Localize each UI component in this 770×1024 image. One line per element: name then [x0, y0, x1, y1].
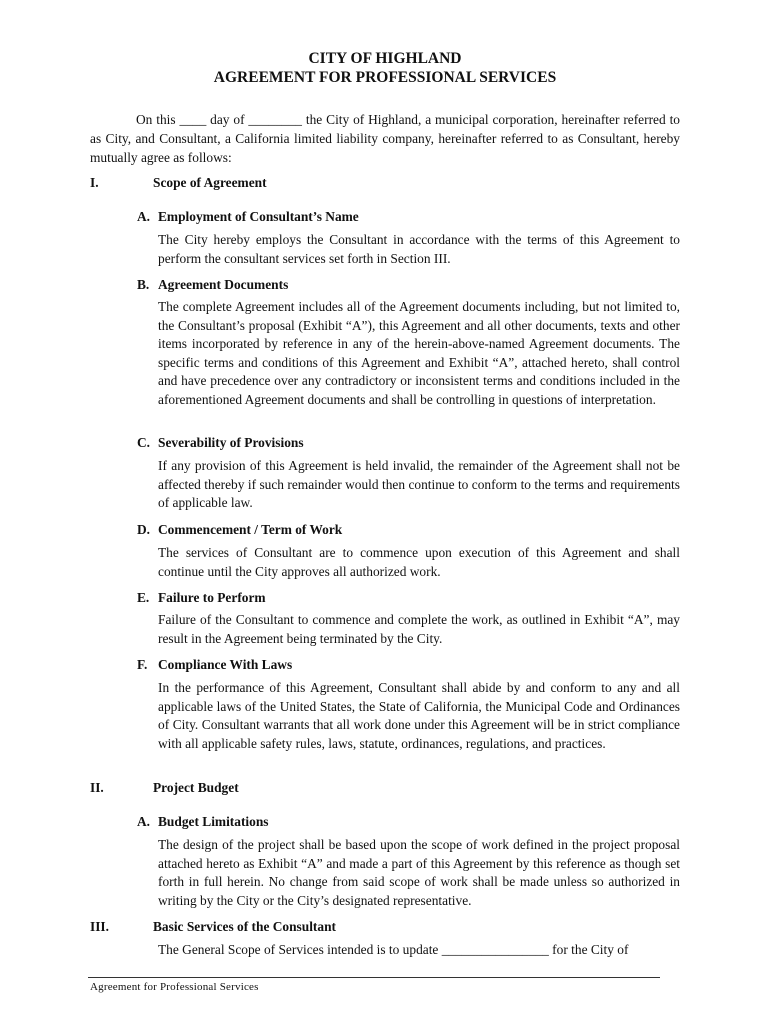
subsection-heading-i-e — [137, 588, 266, 607]
section-title: Project Budget — [153, 780, 239, 795]
subsection-title: Severability of Provisions — [158, 435, 304, 450]
subsection-title: Agreement Documents — [158, 277, 289, 292]
subsection-letter: D. — [137, 522, 151, 537]
subsection-text-i-a: The City hereby employs the Consultant in accordance with the terms of this Agreement to perform the consultant services set forth in Section III. — [158, 232, 680, 266]
subsection-text-i-c: If any provision of this Agreement is held invalid, the remainder of the Agreement shall not be affected thereby if such remainder would then continue to conform to the terms and requirements of applicable law. — [158, 458, 680, 510]
subsection-heading-ii-a — [137, 812, 269, 831]
subsection-title: Budget Limitations — [158, 814, 269, 829]
page-footer: Agreement for Professional Services — [90, 981, 259, 993]
document-title — [0, 49, 770, 87]
subsection-text-i-e: Failure of the Consultant to commence and complete the work, as outlined in Exhibit “A”, may result in the Agreement being terminated by the City. — [158, 612, 680, 646]
subsection-title: Failure to Perform — [158, 590, 266, 605]
subsection-heading-i-d — [137, 520, 342, 539]
title-line-city: CITY OF HIGHLAND — [308, 50, 462, 67]
subsection-heading-i-a — [137, 207, 359, 226]
subsection-text-i-f: In the performance of this Agreement, Consultant shall abide by and conform to any and all applicable laws of the United States, the State of California, the Municipal Code and Ordinances of City. Consultant warrants that all work done under this Agreement will be in strict compliance with all applicable safety rules, laws, statute, ordinances, regulations, and practices. — [158, 680, 680, 751]
section-number: II. — [90, 780, 104, 795]
footer-divider — [88, 977, 660, 978]
title-line-agreement: AGREEMENT FOR PROFESSIONAL SERVICES — [213, 69, 557, 86]
section-heading-i — [90, 173, 267, 192]
subsection-heading-i-b — [137, 275, 288, 294]
section-heading-ii — [90, 778, 239, 797]
subsection-letter: C. — [137, 435, 151, 450]
intro-paragraph: On this ____ day of ________ the City of Highland, a municipal corporation, hereinafter referred to as City, and Consultant, a California limited liability company, hereinafter referred to as Consultant, hereby mutually agree as follows: — [90, 112, 680, 165]
subsection-letter: B. — [137, 277, 150, 292]
subsection-text-i-b: The complete Agreement includes all of the Agreement documents including, but not limited to, the Consultant’s proposal (Exhibit “A”), this Agreement and all other documents, texts and other items incorporated by reference in any of the herein-above-named Agreement documents. The specific terms and conditions of this Agreement and Exhibit “A”, attached hereto, shall control and have precedence over any contradictory or inconsistent terms and conditions included in the aforementioned Agreement documents and shall be controlling in questions of interpretation. — [158, 299, 680, 407]
subsection-text-ii-a: The design of the project shall be based upon the scope of work defined in the project proposal attached hereto as Exhibit “A” and made a part of this Agreement by this reference as though set forth in full herein. No change from said scope of work shall be made unless so authorized in writing by the City or the City’s designated representative. — [158, 837, 680, 908]
section-heading-iii — [90, 917, 336, 936]
subsection-letter: E. — [137, 590, 150, 605]
subsection-letter: A. — [137, 814, 151, 829]
subsection-text-i-d: The services of Consultant are to commence upon execution of this Agreement and shall continue until the City approves all authorized work. — [158, 545, 680, 579]
subsection-title: Employment of Consultant’s Name — [158, 209, 359, 224]
section-number: III. — [90, 919, 109, 934]
section-text-iii: The General Scope of Services intended is to update ________________ for the City of — [158, 942, 629, 957]
subsection-title: Compliance With Laws — [158, 657, 293, 672]
subsection-heading-i-c — [137, 433, 304, 452]
subsection-heading-i-f — [137, 655, 292, 674]
section-title: Scope of Agreement — [153, 175, 267, 190]
section-number: I. — [90, 175, 99, 190]
subsection-letter: F. — [137, 657, 148, 672]
subsection-title: Commencement / Term of Work — [158, 522, 343, 537]
section-title: Basic Services of the Consultant — [153, 919, 336, 934]
subsection-letter: A. — [137, 209, 151, 224]
